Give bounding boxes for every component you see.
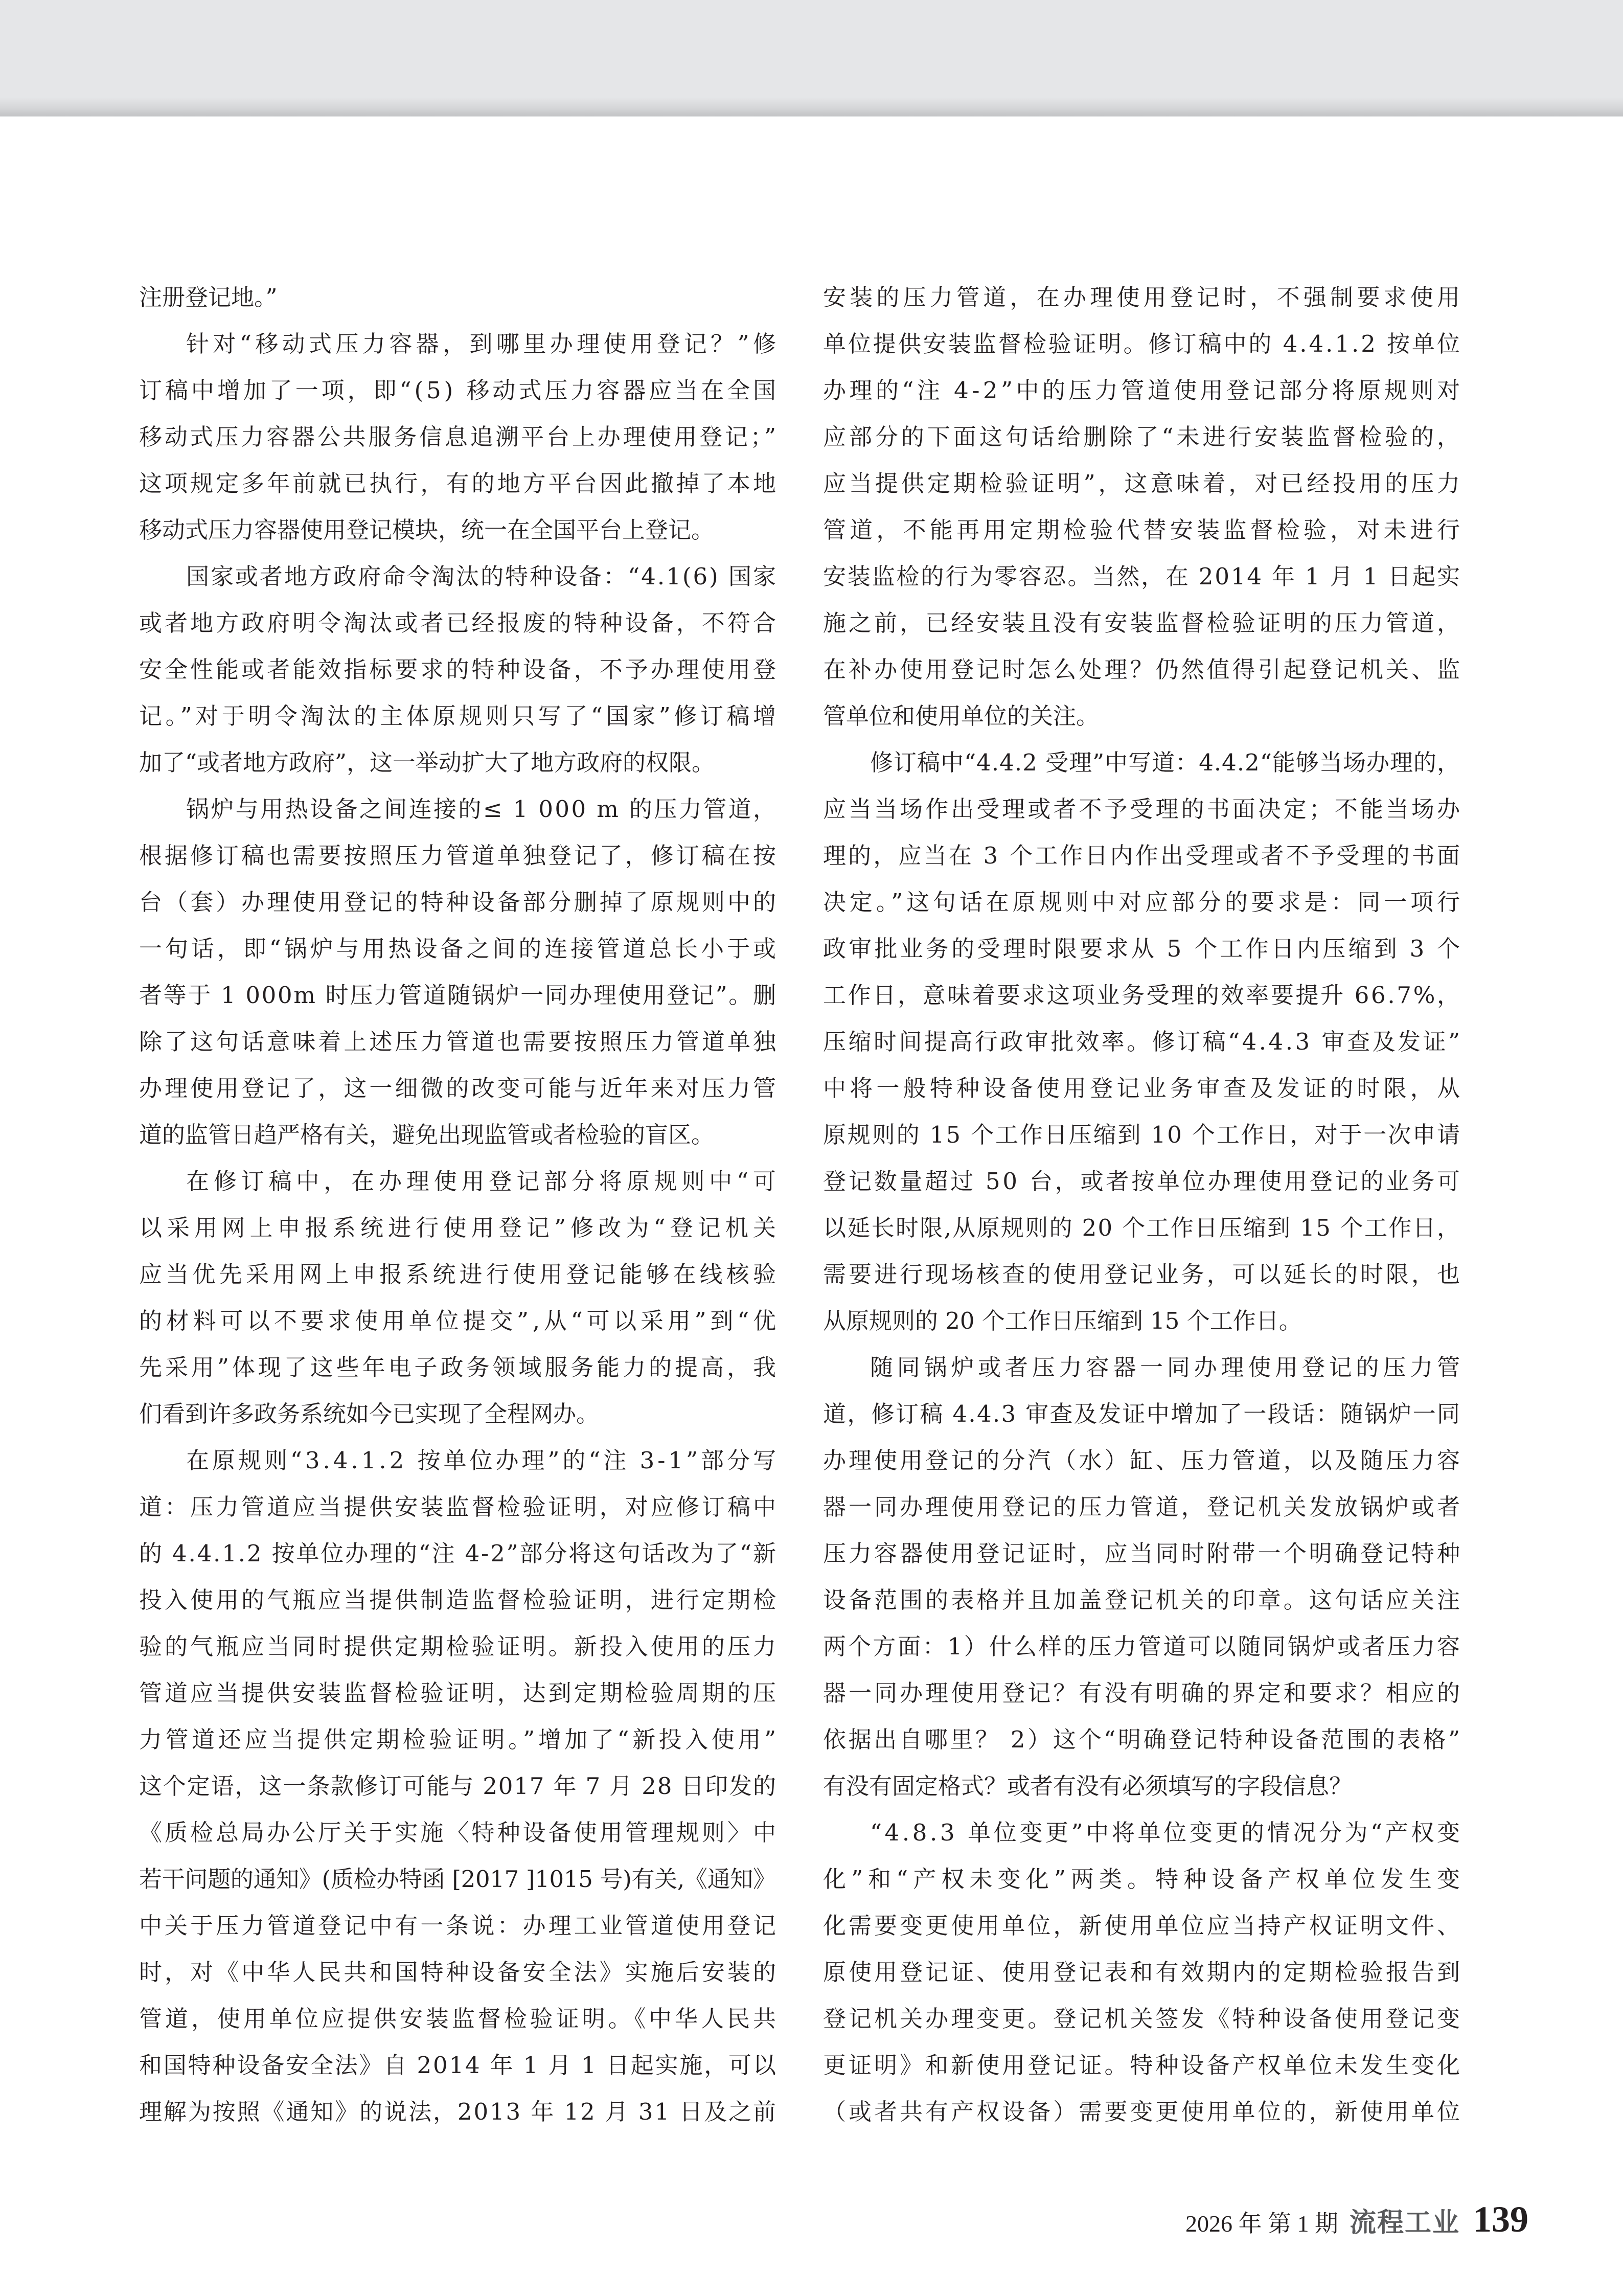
text-line: 注册登记地。” bbox=[139, 284, 278, 311]
text-line: 一句话，即“锅炉与用热设备之间的连接管道总长小于或 bbox=[139, 935, 779, 962]
text-line: 需要进行现场核查的使用登记业务，可以延长的时限，也 bbox=[823, 1261, 1463, 1288]
issue-label: 2026 年 第 1 期 bbox=[1185, 2211, 1338, 2237]
text-line: 在补办使用登记时怎么处理？仍然值得引起登记机关、监 bbox=[823, 656, 1463, 683]
text-line: 在修订稿中，在办理使用登记部分将原规则中“可 bbox=[186, 1168, 781, 1195]
text-line: 除了这句话意味着上述压力管道也需要按照压力管道单独 bbox=[139, 1028, 779, 1055]
text-line: 者等于 1 000m 时压力管道随锅炉一同办理使用登记”。删 bbox=[139, 982, 778, 1009]
text-line: 们看到许多政务系统如今已实现了全程网办。 bbox=[139, 1400, 600, 1427]
text-line: 安全性能或者能效指标要求的特种设备，不予办理使用登 bbox=[139, 656, 779, 683]
text-line: 两个方面：1）什么样的压力管道可以随同锅炉或者压力容 bbox=[823, 1633, 1462, 1660]
text-line: 设备范围的表格并且加盖登记机关的印章。这句话应关注 bbox=[823, 1586, 1463, 1613]
text-line: 压力容器使用登记证时，应当同时附带一个明确登记特种 bbox=[823, 1540, 1463, 1567]
text-line: 道的监管日趋严格有关，避免出现监管或者检验的盲区。 bbox=[139, 1121, 715, 1148]
text-line: 应当当场作出受理或者不予受理的书面决定；不能当场办 bbox=[823, 795, 1463, 823]
text-line: 台（套）办理使用登记的特种设备部分删掉了原规则中的 bbox=[139, 889, 779, 916]
right-column bbox=[823, 274, 1466, 2135]
text-line: 在原规则“3.4.1.2 按单位办理”的“注 3-1”部分写 bbox=[186, 1447, 779, 1474]
text-line: 依据出自哪里？ 2）这个“明确登记特种设备范围的表格” bbox=[823, 1726, 1462, 1753]
text-line: 化需要变更使用单位，新使用单位应当持产权证明文件、 bbox=[823, 1912, 1463, 1939]
text-line: 器一同办理使用登记的压力管道，登记机关发放锅炉或者 bbox=[823, 1493, 1463, 1520]
page-number: 139 bbox=[1473, 2199, 1528, 2240]
text-line: 加了“或者地方政府”，这一举动扩大了地方政府的权限。 bbox=[139, 749, 715, 776]
text-line: 道：压力管道应当提供安装监督检验证明，对应修订稿中 bbox=[139, 1493, 779, 1520]
text-line: 应当提供定期检验证明”，这意味着，对已经投用的压力 bbox=[823, 470, 1463, 497]
text-line: 若干问题的通知》(质检办特函 [2017 ]1015 号)有关,《通知》 bbox=[139, 1866, 776, 1893]
top-band bbox=[0, 0, 1623, 117]
text-line: 器一同办理使用登记？有没有明确的界定和要求？相应的 bbox=[823, 1679, 1463, 1707]
text-line: 锅炉与用热设备之间连接的≤ 1 000 m 的压力管道， bbox=[186, 795, 778, 823]
text-line: 压缩时间提高行政审批效率。修订稿“4.4.3 审查及发证” bbox=[823, 1028, 1462, 1055]
text-line: 根据修订稿也需要按照压力管道单独登记了，修订稿在按 bbox=[139, 842, 779, 869]
text-line: 这项规定多年前就已执行，有的地方平台因此撤掉了本地 bbox=[139, 470, 779, 497]
text-line: 订稿中增加了一项，即“(5) 移动式压力容器应当在全国 bbox=[139, 377, 779, 404]
text-line: 更证明》和新使用登记证。特种设备产权单位未发生变化 bbox=[823, 2052, 1463, 2079]
text-line: 修订稿中“4.4.2 受理”中写道：4.4.2“能够当场办理的， bbox=[870, 749, 1461, 776]
text-line: 记。”对于明令淘汰的主体原规则只写了“国家”修订稿增 bbox=[139, 702, 780, 730]
text-line: 从原规则的 20 个工作日压缩到 15 个工作日。 bbox=[823, 1307, 1302, 1334]
text-line: 原规则的 15 个工作日压缩到 10 个工作日，对于一次申请 bbox=[823, 1121, 1461, 1148]
text-line: 化”和“产权未变化”两类。特种设备产权单位发生变 bbox=[823, 1866, 1466, 1893]
journal-name: 流程工业 bbox=[1349, 2207, 1460, 2238]
text-line: 工作日，意味着要求这项业务受理的效率要提升 66.7%， bbox=[823, 982, 1462, 1009]
text-line: 道，修订稿 4.4.3 审查及发证中增加了一段话：随锅炉一同 bbox=[823, 1400, 1461, 1427]
text-line: 这个定语，这一条款修订可能与 2017 年 7 月 28 日印发的 bbox=[139, 1772, 777, 1800]
text-line: （或者共有产权设备）需要变更使用单位的，新使用单位 bbox=[823, 2098, 1463, 2125]
text-line: 和国特种设备安全法》自 2014 年 1 月 1 日起实施，可以 bbox=[139, 2052, 778, 2079]
text-line: 的 4.4.1.2 按单位办理的“注 4-2”部分将这句话改为了“新 bbox=[139, 1540, 778, 1567]
text-line: 办理的“注 4-2”中的压力管道使用登记部分将原规则对 bbox=[823, 377, 1464, 404]
text-line: 国家或者地方政府命令淘汰的特种设备：“4.1(6) 国家 bbox=[186, 563, 778, 590]
text-line: “4.8.3 单位变更”中将单位变更的情况分为“产权变 bbox=[870, 1819, 1463, 1846]
text-line: 移动式压力容器使用登记模块，统一在全国平台上登记。 bbox=[139, 516, 715, 543]
text-line: 理的，应当在 3 个工作日内作出受理或者不予受理的书面 bbox=[823, 842, 1462, 869]
text-line: 中关于压力管道登记中有一条说：办理工业管道使用登记 bbox=[139, 1912, 779, 1939]
text-line: 理解为按照《通知》的说法，2013 年 12 月 31 日及之前 bbox=[139, 2098, 778, 2125]
text-line: 管道应当提供安装监督检验证明，达到定期检验周期的压 bbox=[139, 1679, 779, 1707]
text-line: 办理使用登记的分汽（水）缸、压力管道，以及随压力容 bbox=[823, 1447, 1463, 1474]
text-line: 办理使用登记了，这一细微的改变可能与近年来对压力管 bbox=[139, 1075, 779, 1102]
text-line: 针对“移动式压力容器，到哪里办理使用登记？”修 bbox=[186, 330, 780, 357]
text-line: 管单位和使用单位的关注。 bbox=[823, 702, 1100, 730]
text-line: 移动式压力容器公共服务信息追溯平台上办理使用登记；” bbox=[139, 423, 779, 450]
text-line: 《质检总局办公厅关于实施〈特种设备使用管理规则〉中 bbox=[139, 1819, 779, 1846]
text-line: 力管道还应当提供定期检验证明。”增加了“新投入使用” bbox=[139, 1726, 780, 1753]
text-line: 时，对《中华人民共和国特种设备安全法》实施后安装的 bbox=[139, 1959, 779, 1986]
text-line: 安装监检的行为零容忍。当然，在 2014 年 1 月 1 日起实 bbox=[823, 563, 1461, 590]
text-line: 随同锅炉或者压力容器一同办理使用登记的压力管 bbox=[870, 1354, 1464, 1381]
text-line: 管道，不能再用定期检验代替安装监督检验，对未进行 bbox=[823, 516, 1464, 543]
text-line: 安装的压力管道，在办理使用登记时，不强制要求使用 bbox=[823, 284, 1464, 311]
text-line: 中将一般特种设备使用登记业务审查及发证的时限，从 bbox=[823, 1075, 1464, 1102]
text-line: 应部分的下面这句话给删除了“未进行安装监督检验的， bbox=[823, 423, 1463, 450]
page-footer bbox=[1185, 2198, 1528, 2255]
text-line: 验的气瓶应当同时提供定期检验证明。新投入使用的压力 bbox=[139, 1633, 779, 1660]
text-line: 或者地方政府明令淘汰或者已经报废的特种设备，不符合 bbox=[139, 609, 779, 636]
left-column bbox=[139, 274, 781, 2135]
text-line: 施之前，已经安装且没有安装监督检验证明的压力管道， bbox=[823, 609, 1463, 636]
text-line: 决定。”这句话在原规则中对应部分的要求是：同一项行 bbox=[823, 889, 1464, 916]
text-line: 有没有固定格式？或者有没有必须填写的字段信息？ bbox=[823, 1772, 1353, 1800]
text-line: 单位提供安装监督检验证明。修订稿中的 4.4.1.2 按单位 bbox=[823, 330, 1462, 357]
text-line: 登记数量超过 50 台，或者按单位办理使用登记的业务可 bbox=[823, 1168, 1462, 1195]
text-line: 登记机关办理变更。登记机关签发《特种设备使用登记变 bbox=[823, 2005, 1463, 2032]
text-line: 投入使用的气瓶应当提供制造监督检验证明，进行定期检 bbox=[139, 1586, 779, 1613]
text-line: 政审批业务的受理时限要求从 5 个工作日内压缩到 3 个 bbox=[823, 935, 1463, 962]
text-line: 应当优先采用网上申报系统进行使用登记能够在线核验 bbox=[139, 1261, 780, 1288]
text-line: 原使用登记证、使用登记表和有效期内的定期检验报告到 bbox=[823, 1959, 1463, 1986]
text-line: 以采用网上申报系统进行使用登记”修改为“登记机关 bbox=[139, 1214, 781, 1241]
text-line: 管道，使用单位应提供安装监督检验证明。《中华人民共 bbox=[139, 2005, 779, 2032]
text-line: 的材料可以不要求使用单位提交”,从“可以采用”到“优 bbox=[139, 1307, 780, 1334]
text-line: 先采用”体现了这些年电子政务领域服务能力的提高，我 bbox=[139, 1354, 779, 1381]
text-line: 以延长时限,从原规则的 20 个工作日压缩到 15 个工作日， bbox=[823, 1214, 1461, 1241]
